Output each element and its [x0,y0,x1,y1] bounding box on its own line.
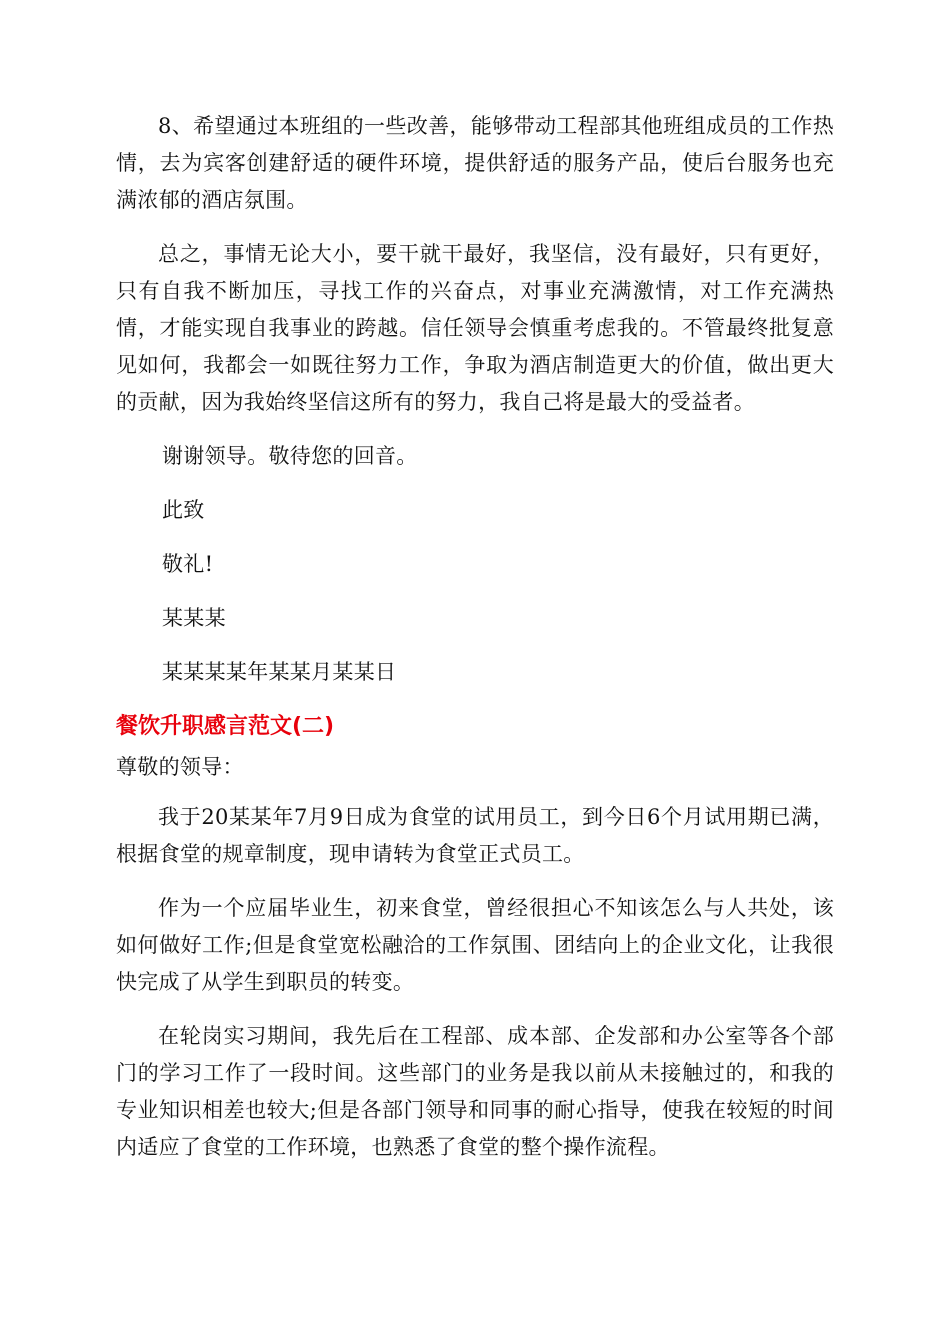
document-page [116,108,834,1183]
signature-line: 某某某 [162,606,226,630]
salutation-line: 尊敬的领导： [116,755,244,779]
date-line: 某某某某年某某月某某日 [162,660,397,684]
paragraph-rotation: 在轮岗实习期间，我先后在工程部、成本部、企发部和办公室等各个部门的学习工作了一段时间。这些部门的业务是我以前从未接触过的，和我的专业知识相差也较大;但是各部门领导和同事的耐心指导，使我在较短的时间内适应了食堂的工作环境，也熟悉了食堂的整个操作流程。 [116,1024,834,1159]
closing-line-2: 敬礼! [162,552,214,576]
closing-line-1: 此致 [162,498,205,522]
section-heading: 餐饮升职感言范文(二) [116,714,335,739]
paragraph-conclusion: 总之，事情无论大小，要干就干最好，我坚信，没有最好，只有更好，只有自我不断加压，寻找工作的兴奋点，对事业充满激情，对工作充满热情，才能实现自我事业的跨越。信任领导会慎重考虑我的。不管最终批复意见如何，我都会一如既往努力工作，争取为酒店制造更大的价值，做出更大的贡献，因为我始终坚信这所有的努力，我自己将是最大的受益者。 [116,242,834,414]
paragraph-improvement-8: 8、希望通过本班组的一些改善，能够带动工程部其他班组成员的工作热情，去为宾客创建舒适的硬件环境，提供舒适的服务产品，使后台服务也充满浓郁的酒店氛围。 [116,114,834,212]
paragraph-graduate: 作为一个应届毕业生，初来食堂，曾经很担心不知该怎么与人共处，该如何做好工作;但是食堂宽松融洽的工作氛围、团结向上的企业文化，让我很快完成了从学生到职员的转变。 [116,896,834,994]
thanks-line: 谢谢领导。敬待您的回音。 [162,444,418,468]
paragraph-probation: 我于20某某年7月9日成为食堂的试用员工，到今日6个月试用期已满，根据食堂的规章制度，现申请转为食堂正式员工。 [116,805,834,866]
